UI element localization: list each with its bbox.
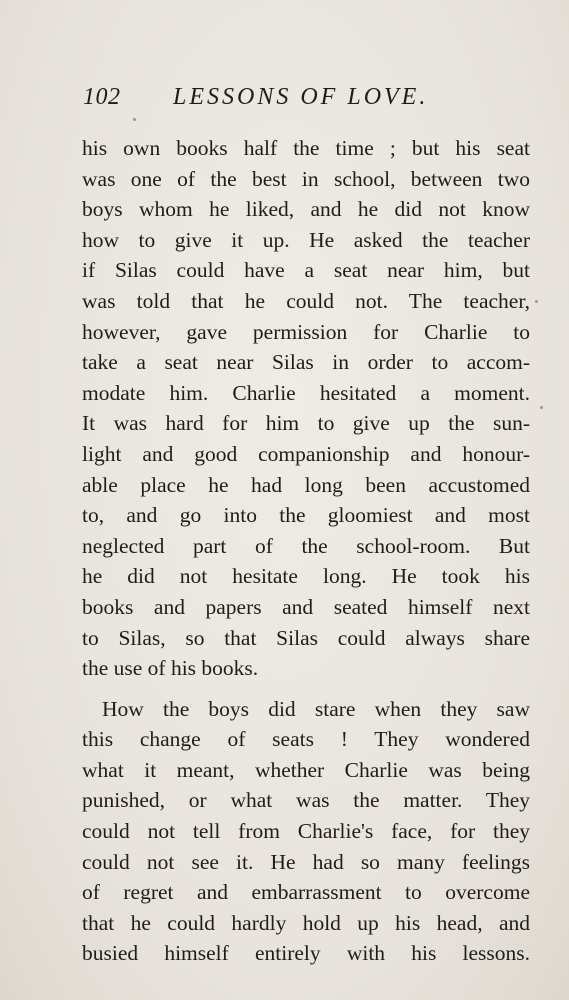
text-line: books and papers and seated himself next — [82, 594, 530, 619]
text-line: able place he had long been accustomed — [82, 472, 530, 497]
paper-speck — [535, 300, 538, 303]
paragraph — [82, 694, 530, 969]
text-line: the use of his books. — [82, 656, 259, 681]
page-number: 102 — [83, 84, 121, 110]
running-head — [83, 84, 503, 114]
text-line: modate him. Charlie hesitated a moment. — [82, 380, 530, 405]
text-line: How the boys did stare when they saw — [102, 696, 530, 721]
text-line: take a seat near Silas in order to accom- — [82, 350, 530, 375]
text-line: to Silas, so that Silas could always share — [82, 625, 530, 650]
text-line: that he could hardly hold up his head, and — [82, 910, 530, 935]
text-line: light and good companionship and honour- — [82, 441, 530, 466]
text-line: of regret and embarrassment to overcome — [82, 880, 530, 905]
paragraph-gap — [82, 684, 530, 694]
paragraph — [82, 133, 530, 684]
page-header-title: LESSONS OF LOVE. — [173, 84, 429, 110]
text-line: this change of seats ! They wondered — [82, 727, 530, 752]
text-line: what it meant, whether Charlie was being — [82, 757, 530, 782]
text-line: to, and go into the gloomiest and most — [82, 503, 530, 528]
text-line: neglected part of the school-room. But — [82, 533, 530, 558]
text-line: was told that he could not. The teacher, — [82, 288, 530, 313]
text-line: could not see it. He had so many feelings — [82, 849, 530, 874]
paper-speck — [133, 118, 136, 121]
body-text — [82, 133, 530, 969]
text-line: punished, or what was the matter. They — [82, 788, 530, 813]
text-line: he did not hesitate long. He took his — [82, 564, 530, 589]
text-line: his own books half the time ; but his seat — [82, 136, 530, 160]
text-line: however, gave permission for Charlie to — [82, 319, 530, 344]
text-line: was one of the best in school, between two — [82, 166, 530, 191]
text-line: busied himself entirely with his lessons. — [82, 941, 530, 966]
text-line: It was hard for him to give up the sun- — [82, 411, 530, 436]
text-line: if Silas could have a seat near him, but — [82, 258, 530, 283]
text-line: could not tell from Charlie's face, for they — [82, 819, 530, 844]
paper-speck — [540, 406, 543, 409]
text-line: how to give it up. He asked the teacher — [82, 227, 530, 252]
text-line: boys whom he liked, and he did not know — [82, 197, 530, 222]
